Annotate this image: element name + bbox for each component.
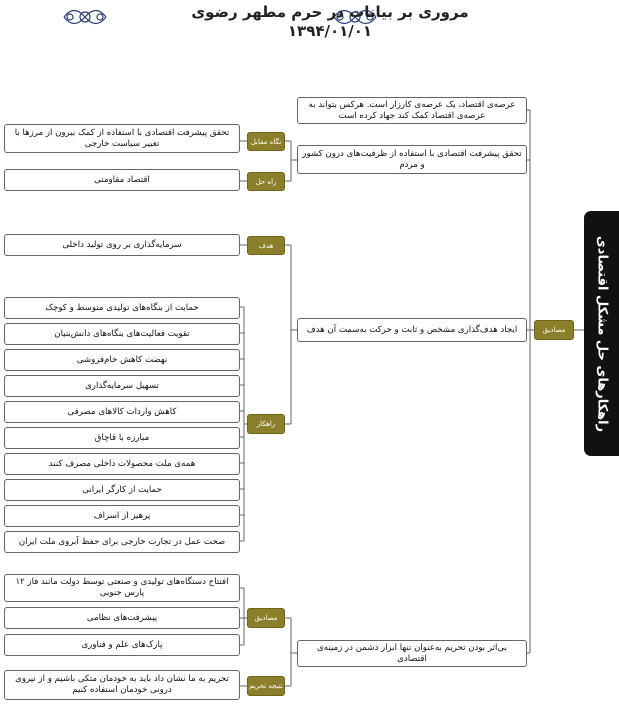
side-label xyxy=(584,211,619,456)
side-label-text: راهکارهای حل مشکل اقتصادی xyxy=(594,235,609,432)
mid-node-3: ایجاد هدف‌گذاری مشخص و ثابت و حرکت به‌سمت آن هدف xyxy=(297,318,527,342)
mid-node-4: بی‌اثر بودن تحریم به‌عنوان تنها ابزار دشمن در زمینه‌ی اقتصادی xyxy=(297,640,527,667)
header xyxy=(0,0,619,50)
leaf-strategy: پرهیز از اسراف xyxy=(4,505,240,527)
tag-sanction-result: نتیجه تحریم xyxy=(247,676,285,696)
leaf-strategy: حمایت از بنگاه‌های تولیدی متوسط و کوچک xyxy=(4,297,240,319)
leaf-resistance-economy: اقتصاد مقاومتی xyxy=(4,169,240,191)
leaf-foreign-help: تحقق پیشرفت اقتصادی با استفاده از کمک بیرون از مرزها با تغییر سیاست خارجی xyxy=(4,124,240,153)
leaf-strategy: تسهیل سرمایه‌گذاری xyxy=(4,375,240,397)
leaf-example: افتتاح دستگاه‌های تولیدی و صنعتی توسط دولت مانند فاز ۱۲ پارس جنوبی xyxy=(4,574,240,602)
mid-node-2: تحقق پیشرفت اقتصادی با استفاده از ظرفیت‌های درون کشور و مردم xyxy=(297,145,527,174)
leaf-self-reliance: تحریم به ما نشان داد باید به خودمان متکی باشیم و از نیروی درونی خودمان استفاده کنیم xyxy=(4,670,240,700)
leaf-example: پارک‌های علم و فناوری xyxy=(4,634,240,656)
page-date: ۱۳۹۴/۰۱/۰۱ xyxy=(287,22,373,40)
leaf-strategy: صحت عمل در تجارت خارجی برای حفظ آبروی ملت ایران xyxy=(4,531,240,553)
ornament-icon-left xyxy=(62,2,108,32)
tag-solution: راه حل xyxy=(247,172,285,191)
leaf-strategy: همه‌ی ملت محصولات داخلی مصرف کنند xyxy=(4,453,240,475)
leaf-strategy: نهضت کاهش خام‌فروشی xyxy=(4,349,240,371)
leaf-strategy: حمایت از کارگر ایرانی xyxy=(4,479,240,501)
page-title: مروری بر بیانات در حرم مطهر رضوی xyxy=(191,3,469,21)
leaf-domestic-investment: سرمایه‌گذاری بر روی تولید داخلی xyxy=(4,234,240,256)
tag-opposite-view: نگاه مقابل xyxy=(247,132,285,151)
leaf-strategy: مبارزه با قاچاق xyxy=(4,427,240,449)
leaf-example: پیشرفت‌های نظامی xyxy=(4,607,240,629)
leaf-strategy: کاهش واردات کالاهای مصرفی xyxy=(4,401,240,423)
tag-examples: مصادیق xyxy=(247,608,285,628)
leaf-strategy: تقویت فعالیت‌های بنگاه‌های دانش‌بنیان xyxy=(4,323,240,345)
tag-strategy: راهکار xyxy=(247,414,285,434)
root-tag: مصادیق xyxy=(534,320,574,340)
tag-goal: هدف xyxy=(247,236,285,255)
mid-node-1: عرصه‌ی اقتصاد، یک عرصه‌ی کارزار است. هرکس بتواند به عرصه‌ی اقتصاد کمک کند جهاد کرده است xyxy=(297,97,527,124)
